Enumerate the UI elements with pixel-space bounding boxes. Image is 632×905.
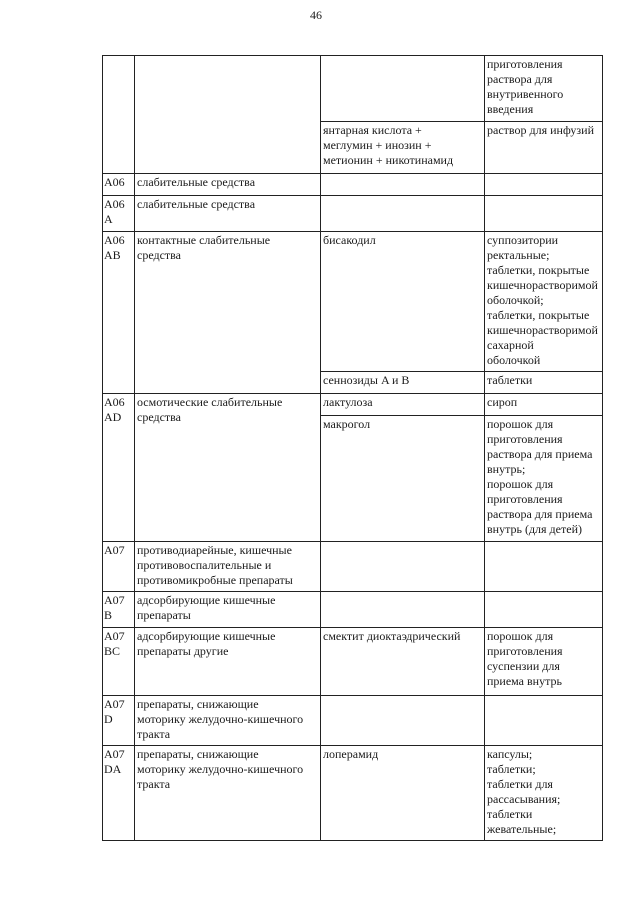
dosage-form-cell: порошок для приготовления раствора для приема внутрь; порошок для приготовления раствора для приема внутрь (для детей)	[485, 416, 603, 542]
drug-cell: сеннозиды A и B	[321, 372, 485, 394]
group-cell: адсорбирующие кишечные препараты	[135, 592, 321, 628]
drug-cell	[321, 542, 485, 592]
dosage-form-cell	[485, 196, 603, 232]
group-cell: препараты, снижающие моторику желудочно-кишечного тракта	[135, 696, 321, 746]
drug-classification-table	[102, 55, 603, 841]
dosage-form-cell: суппозитории ректальные; таблетки, покрытые кишечнорастворимой оболочкой; таблетки, покрытые кишечнорастворимой сахарной оболочкой	[485, 232, 603, 372]
atc-code-cell: A07 B	[103, 592, 135, 628]
table-row	[103, 174, 603, 196]
table-row	[103, 696, 603, 746]
group-cell: слабительные средства	[135, 174, 321, 196]
group-cell	[135, 56, 321, 174]
table-row	[103, 196, 603, 232]
dosage-form-cell: порошок для приготовления суспензии для приема внутрь	[485, 628, 603, 696]
page-number: 46	[310, 8, 322, 22]
atc-code-cell: A07 BC	[103, 628, 135, 696]
atc-code-cell: A07 D	[103, 696, 135, 746]
table-row	[103, 628, 603, 696]
dosage-form-cell: таблетки	[485, 372, 603, 394]
group-cell: противодиарейные, кишечные противовоспалительные и противомикробные препараты	[135, 542, 321, 592]
atc-code-cell: A06	[103, 174, 135, 196]
dosage-form-cell	[485, 174, 603, 196]
drug-cell: макрогол	[321, 416, 485, 542]
group-cell: препараты, снижающие моторику желудочно-кишечного тракта	[135, 746, 321, 841]
dosage-form-cell: раствор для инфузий	[485, 122, 603, 174]
drug-cell: бисакодил	[321, 232, 485, 372]
atc-code-cell: A07 DA	[103, 746, 135, 841]
table-row	[103, 542, 603, 592]
group-cell: слабительные средства	[135, 196, 321, 232]
atc-code-cell: A06 AD	[103, 394, 135, 542]
group-cell: адсорбирующие кишечные препараты другие	[135, 628, 321, 696]
atc-code-cell: A07	[103, 542, 135, 592]
atc-code-cell	[103, 56, 135, 174]
table-row	[103, 746, 603, 841]
dosage-form-cell: сироп	[485, 394, 603, 416]
drug-cell	[321, 196, 485, 232]
table-row	[103, 232, 603, 372]
drug-cell: лоперамид	[321, 746, 485, 841]
atc-code-cell: A06 A	[103, 196, 135, 232]
drug-cell: лактулоза	[321, 394, 485, 416]
dosage-form-cell	[485, 592, 603, 628]
dosage-form-cell	[485, 696, 603, 746]
group-cell: осмотические слабительные средства	[135, 394, 321, 542]
drug-cell: янтарная кислота + меглумин + инозин + метионин + никотинамид	[321, 122, 485, 174]
drug-cell	[321, 174, 485, 196]
atc-code-cell: A06 AB	[103, 232, 135, 394]
dosage-form-cell	[485, 542, 603, 592]
table-row	[103, 394, 603, 416]
drug-cell	[321, 56, 485, 122]
table-row	[103, 592, 603, 628]
drug-cell	[321, 592, 485, 628]
dosage-form-cell: приготовления раствора для внутривенного введения	[485, 56, 603, 122]
group-cell: контактные слабительные средства	[135, 232, 321, 394]
dosage-form-cell: капсулы; таблетки; таблетки для рассасывания; таблетки жевательные;	[485, 746, 603, 841]
table-row	[103, 56, 603, 122]
drug-cell	[321, 696, 485, 746]
drug-cell: смектит диоктаэдрический	[321, 628, 485, 696]
